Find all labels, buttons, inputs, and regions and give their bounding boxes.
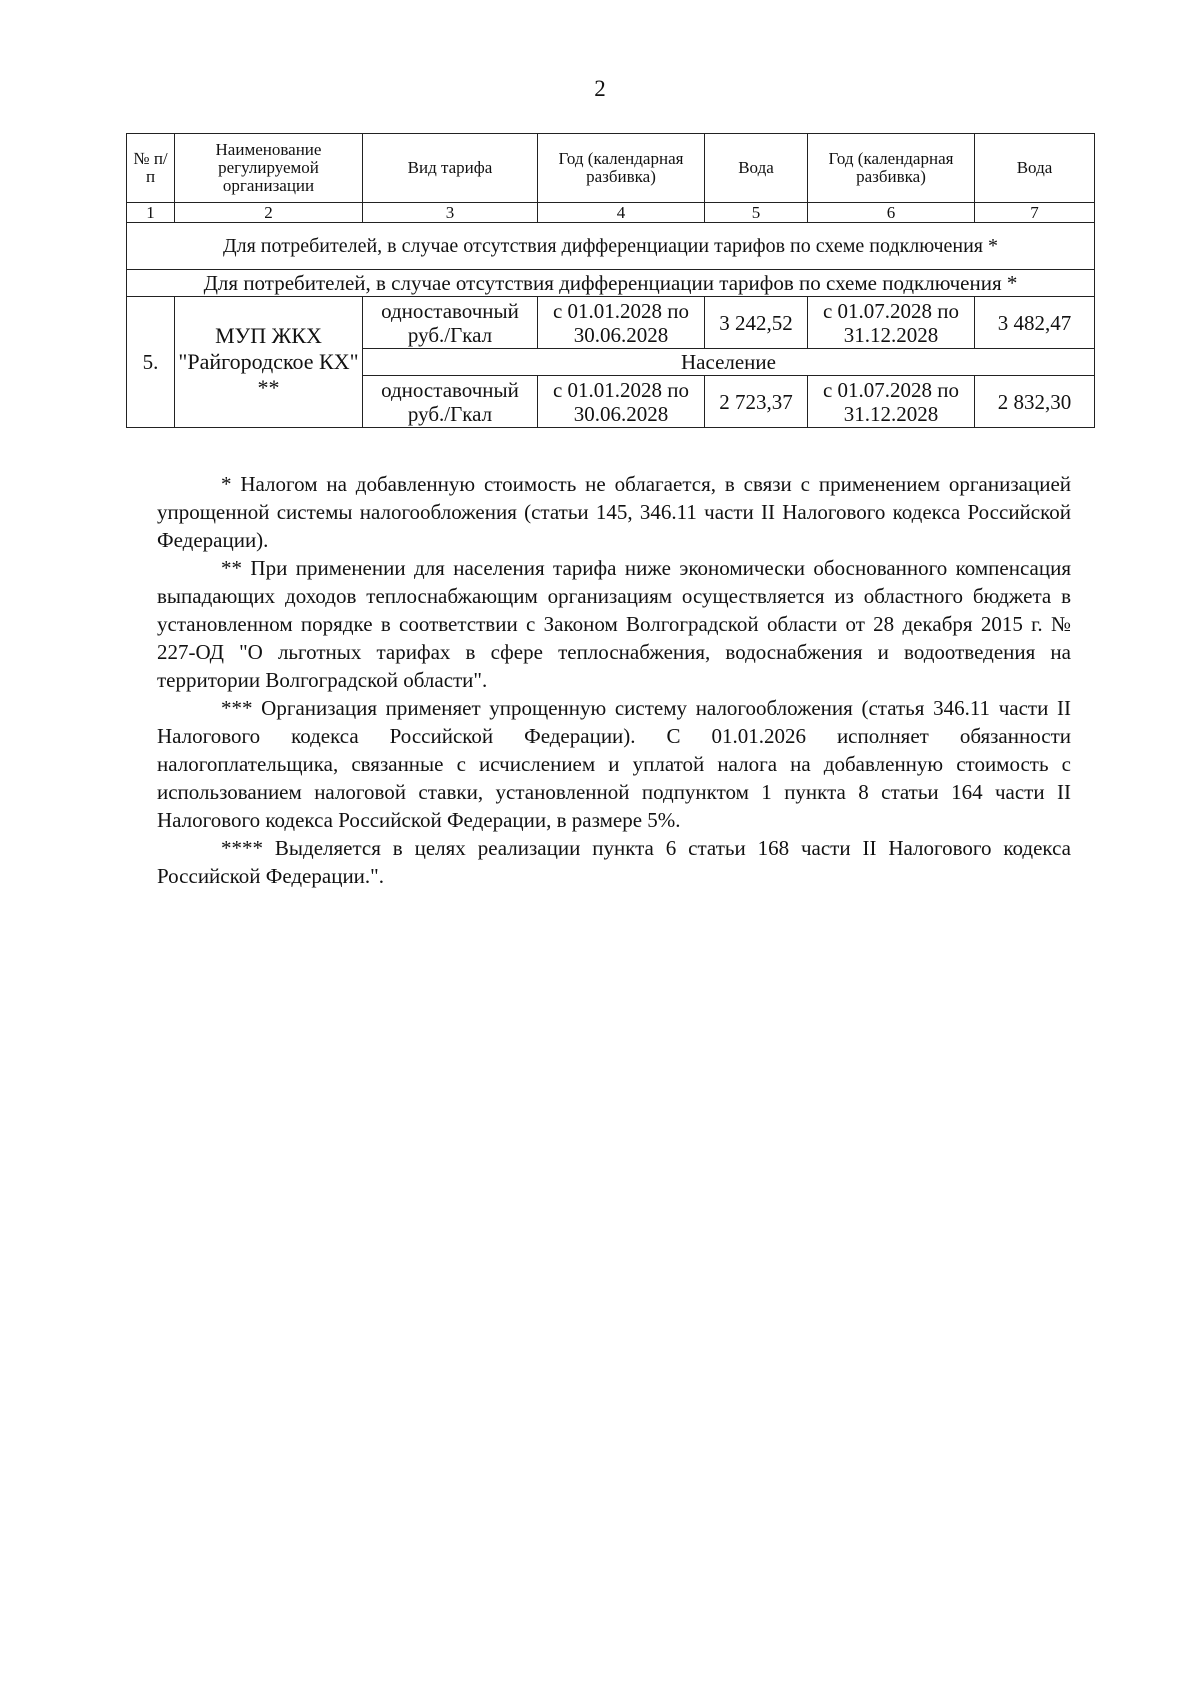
column-number: 7 (975, 203, 1095, 223)
table-row (127, 297, 1095, 349)
header-tariff-type: Вид тарифа (363, 134, 538, 203)
column-number: 5 (705, 203, 808, 223)
header-water-1: Вода (705, 134, 808, 203)
period-cell: с 01.07.2028 по 31.12.2028 (808, 376, 975, 428)
footnote: * Налогом на добавленную стоимость не облагается, в связи с применением организацией упрощенной системы налогообложения (статьи 145, 346.11 части II Налогового кодекса Российской Федерации). (157, 472, 1071, 552)
footnote: *** Организация применяет упрощенную систему налогообложения (статья 346.11 части II Налогового кодекса Российской Федерации). С 01.01.2026 исполняет обязанности налогоплательщика, связанные с исчислением и уплатой налога на добавленную стоимость с использованием налоговой ставки, установленной подпунктом 1 пункта 8 статьи 164 части II Налогового кодекса Российской Федерации, в размере 5%. (157, 696, 1071, 832)
header-organization: Наименование регулируемой организации (175, 134, 363, 203)
period-cell: с 01.01.2028 по 30.06.2028 (538, 297, 705, 349)
column-number: 3 (363, 203, 538, 223)
row-number: 5. (127, 297, 175, 428)
water-value: 3 242,52 (705, 297, 808, 349)
header-number: № п/п (127, 134, 175, 203)
section-row-label: Для потребителей, в случае отсутствия дифференциации тарифов по схеме подключения * (127, 270, 1095, 297)
column-number-row (127, 203, 1095, 223)
water-value: 2 723,37 (705, 376, 808, 428)
section-row-label: Для потребителей, в случае отсутствия дифференциации тарифов по схеме подключения * (127, 223, 1095, 270)
page-number: 2 (594, 76, 606, 101)
footnote: ** При применении для населения тарифа ниже экономически обоснованного компенсация выпадающих доходов теплоснабжающим организациям осуществляется из областного бюджета в установленном порядке в соответствии с Законом Волгоградской области от 28 декабря 2015 г. № 227-ОД "О льготных тарифах в сфере теплоснабжения, водоснабжения и водоотведения на территории Волгоградской области". (157, 556, 1071, 692)
header-year-2: Год (календарная разбивка) (808, 134, 975, 203)
footnote: **** Выделяется в целях реализации пункта 6 статьи 168 части II Налогового кодекса Российской Федерации.". (157, 836, 1071, 888)
period-cell: с 01.01.2028 по 30.06.2028 (538, 376, 705, 428)
period-cell: с 01.07.2028 по 31.12.2028 (808, 297, 975, 349)
tariff-table (126, 133, 1095, 428)
header-water-2: Вода (975, 134, 1095, 203)
footnotes (157, 470, 1071, 890)
column-number: 1 (127, 203, 175, 223)
column-number: 4 (538, 203, 705, 223)
population-label: Население (363, 349, 1095, 376)
section-row (127, 223, 1095, 270)
column-number: 6 (808, 203, 975, 223)
tariff-type: одноставочный руб./Гкал (363, 297, 538, 349)
header-year-1: Год (календарная разбивка) (538, 134, 705, 203)
column-number: 2 (175, 203, 363, 223)
organization-name: МУП ЖКХ "Райгородское КХ" ** (175, 297, 363, 428)
water-value: 3 482,47 (975, 297, 1095, 349)
section-row (127, 270, 1095, 297)
table-header-row (127, 134, 1095, 203)
water-value: 2 832,30 (975, 376, 1095, 428)
tariff-type: одноставочный руб./Гкал (363, 376, 538, 428)
